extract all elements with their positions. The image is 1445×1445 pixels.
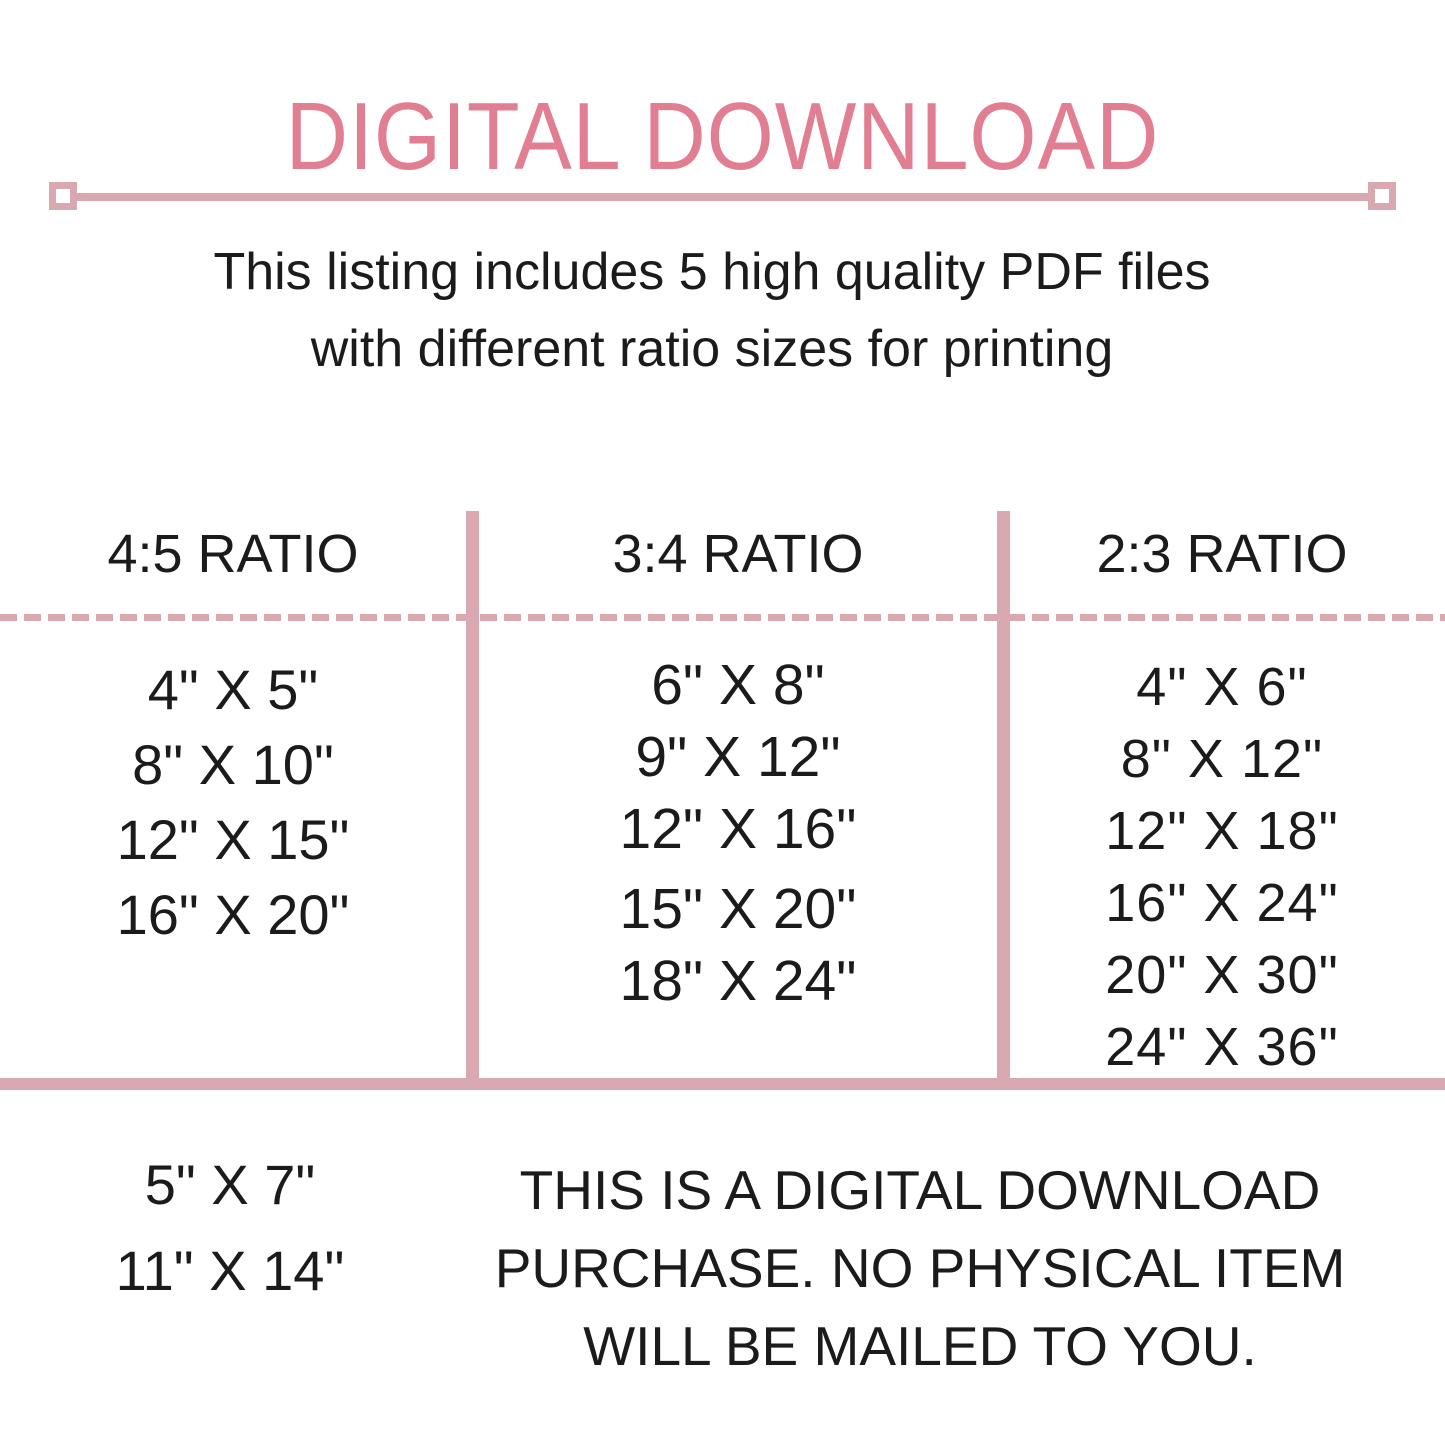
column-divider-1 [466,511,479,1090]
size-item: 6" X 8" [651,653,825,717]
size-item: 12" X 16" [619,797,857,861]
size-item: 4" X 5" [147,658,319,721]
title-underline [62,193,1383,201]
size-item: 5" X 7" [144,1153,316,1216]
ratio-header-2-3: 2:3 RATIO [1096,524,1348,584]
size-item: 16" X 20" [116,883,350,946]
notice-line-1: THIS IS A DIGITAL DOWNLOAD [519,1159,1321,1221]
notice-line-3: WILL BE MAILED TO YOU. [583,1315,1257,1377]
extra-sizes-list [0,1142,460,1314]
size-item: 12" X 15" [116,808,350,871]
intro-line-1: This listing includes 5 high quality PDF files [213,243,1211,301]
intro-line-2: with different ratio sizes for printing [310,320,1114,378]
size-list-4-5 [0,652,466,952]
notice-line-2: PURCHASE. NO PHYSICAL ITEM [494,1237,1346,1299]
column-divider-2 [997,511,1010,1090]
square-endcap-right-icon [1368,182,1396,210]
size-item: 8" X 12" [1120,729,1324,789]
bottom-separator [0,1078,1445,1090]
size-item: 16" X 24" [1105,873,1339,933]
size-item: 11" X 14" [115,1239,345,1302]
size-item: 12" X 18" [1105,801,1339,861]
size-list-3-4 [479,649,997,1017]
size-item: 20" X 30" [1105,945,1339,1005]
ratio-header-3-4: 3:4 RATIO [612,524,864,584]
size-item: 8" X 10" [132,733,334,796]
size-item: 18" X 24" [619,949,857,1013]
size-list-2-3 [1010,651,1434,1083]
size-item: 4" X 6" [1136,657,1308,717]
digital-notice [440,1151,1400,1385]
size-item: 24" X 36" [1105,1017,1339,1077]
square-endcap-left-icon [49,182,77,210]
size-item: 9" X 12" [635,725,841,789]
ratio-header-4-5: 4:5 RATIO [107,524,359,584]
intro-text [0,234,1424,388]
page-title: DIGITAL DOWNLOAD [285,83,1160,190]
dashed-separator [0,614,1445,621]
size-item: 15" X 20" [619,877,857,941]
